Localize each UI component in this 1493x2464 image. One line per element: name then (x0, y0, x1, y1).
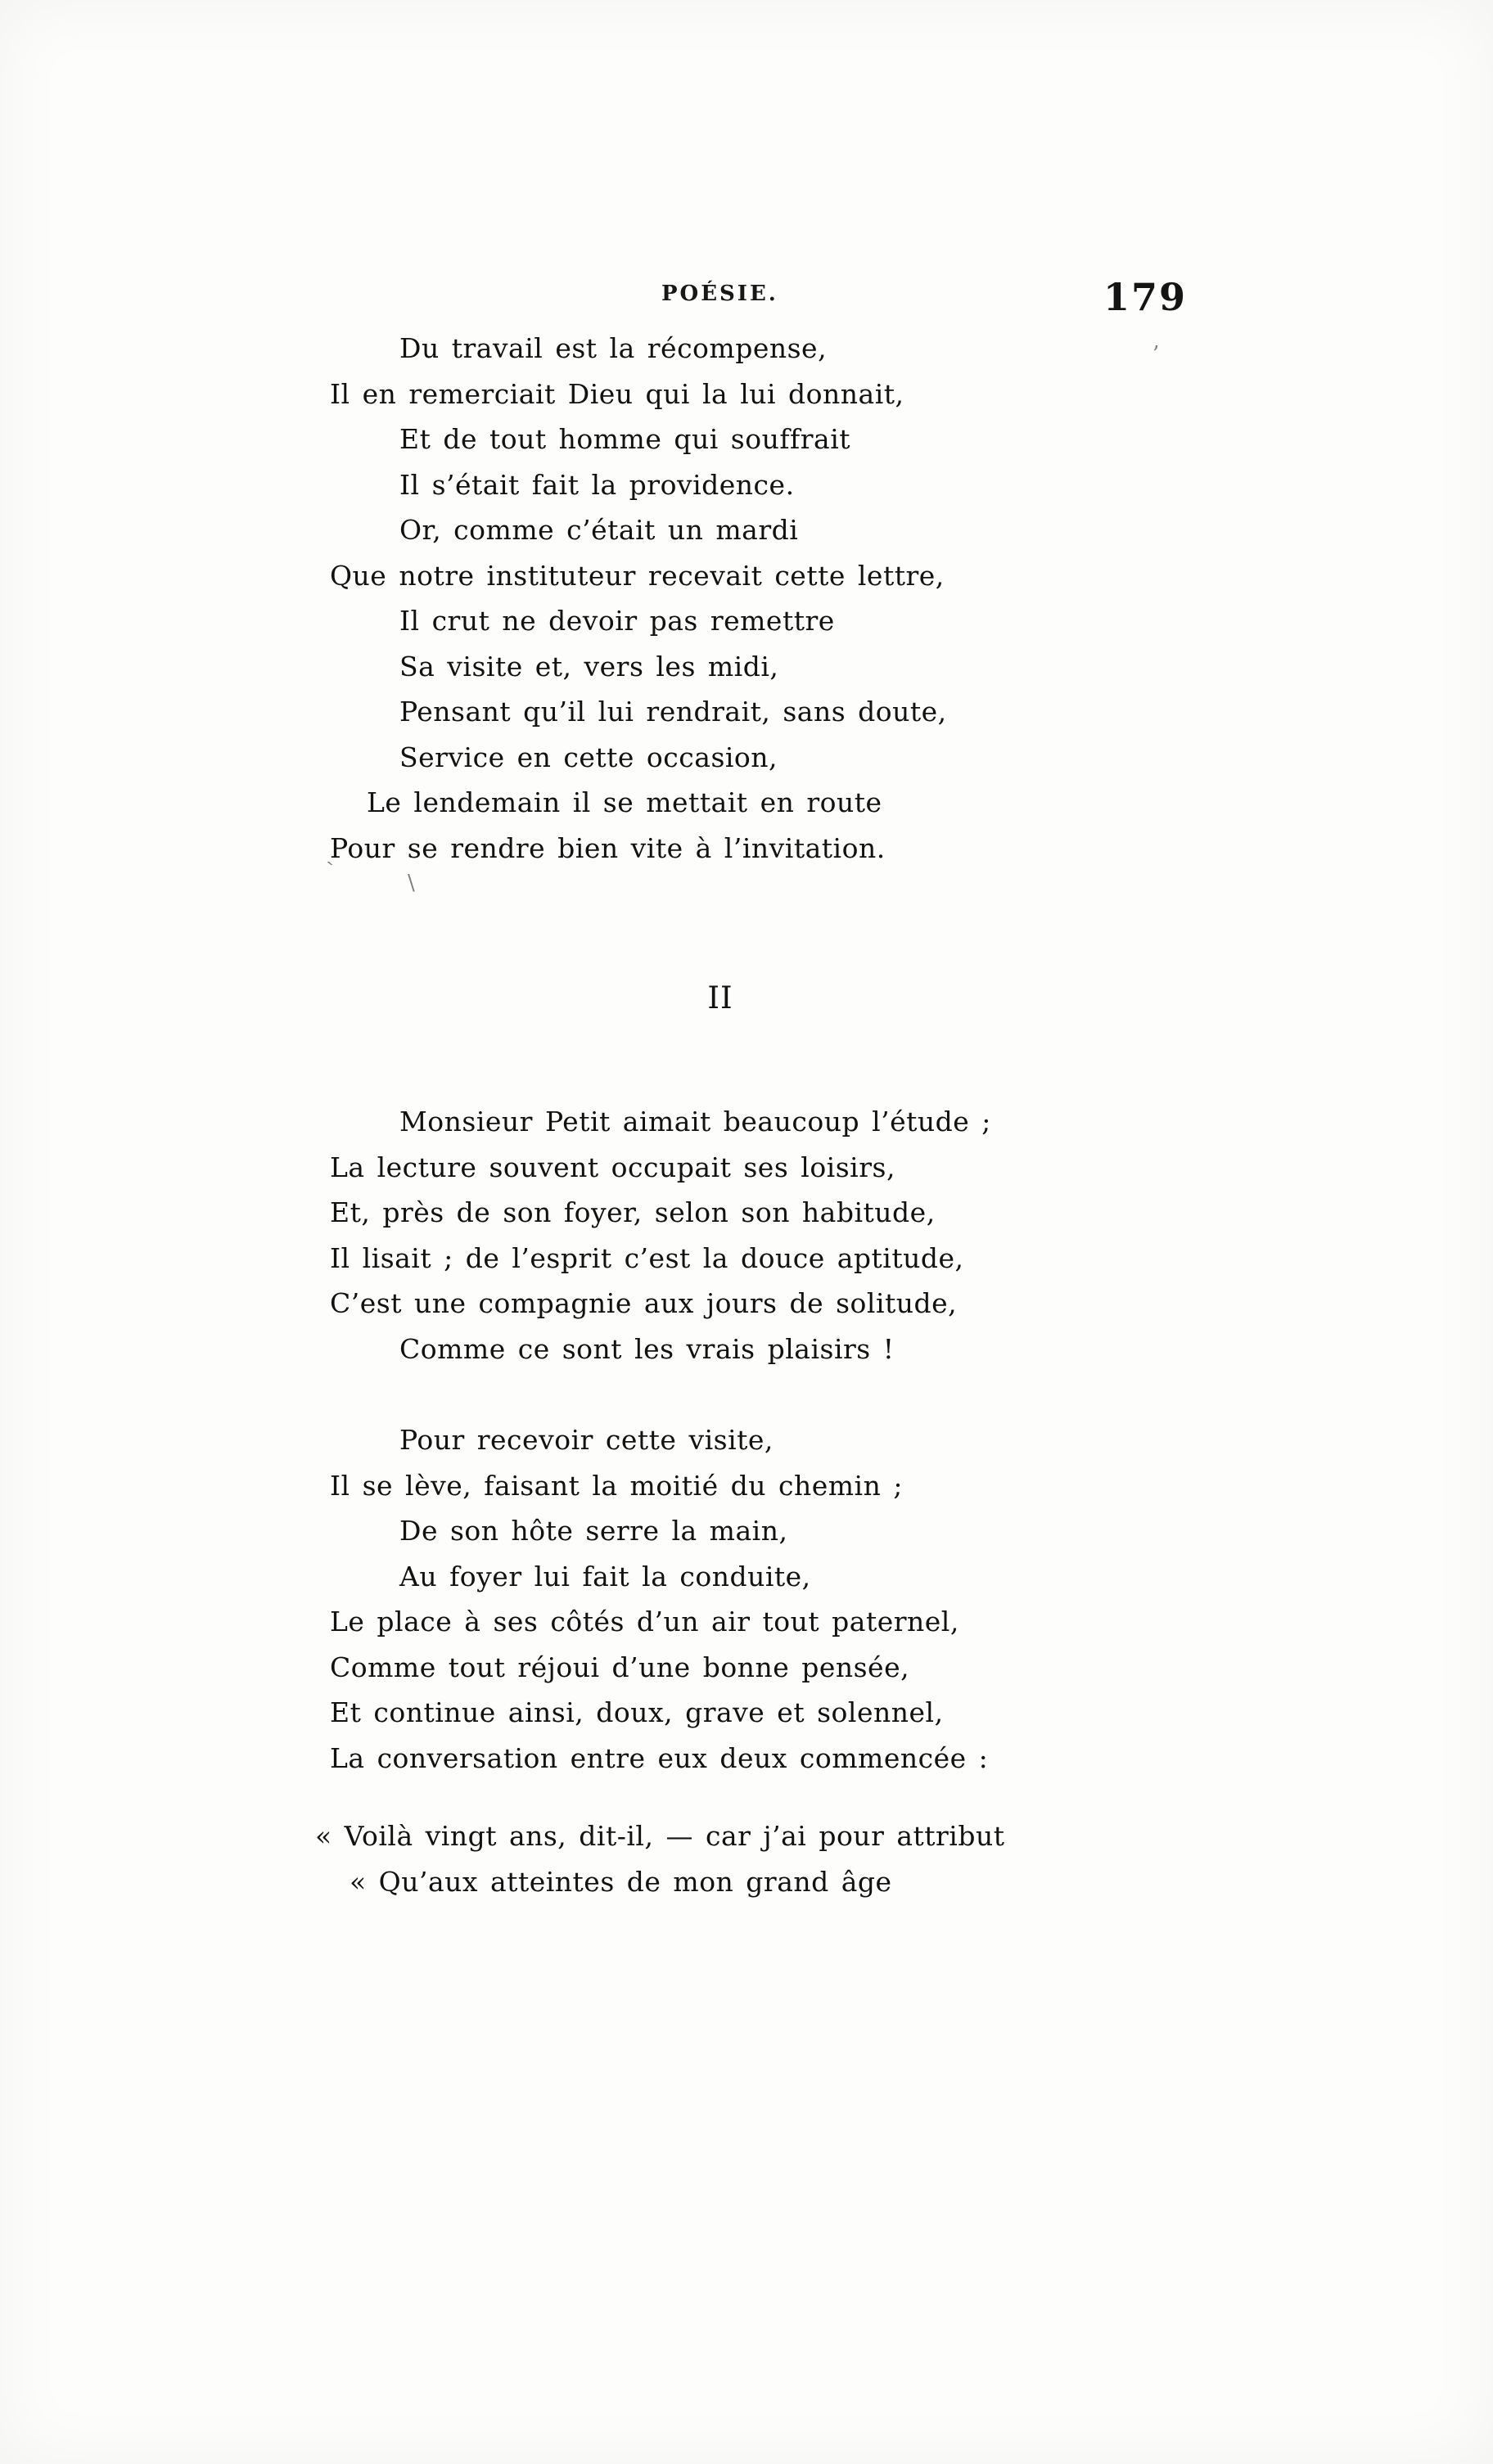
poem-line: Il se lève, faisant la moitié du chemin ; (330, 1469, 903, 1502)
poem-line: « Qu’aux atteintes de mon grand âge (350, 1865, 892, 1898)
poem-line: Il en remerciait Dieu qui la lui donnait, (330, 377, 904, 410)
poem-line: Le lendemain il se mettait en route (367, 786, 882, 818)
ink-speck: \ (408, 871, 415, 895)
poem-line: Et de tout homme qui souffrait (399, 423, 851, 455)
poem-line: Le place à ses côtés d’un air tout paternel, (330, 1606, 959, 1637)
poem-line: La conversation entre eux deux commencée : (330, 1741, 989, 1774)
poem-line: Or, comme c’était un mardi (399, 514, 799, 546)
ink-speck: ` (325, 858, 341, 885)
section-heading: II (707, 980, 733, 1016)
poem-line: Il s’était fait la providence. (399, 468, 795, 501)
poem-line: Pour se rendre bien vite à l’invitation. (330, 831, 886, 864)
poem-line: Et, près de son foyer, selon son habitude, (330, 1196, 936, 1228)
poem-line: Pour recevoir cette visite, (399, 1424, 774, 1456)
poem-line: Comme ce sont les vrais plaisirs ! (399, 1332, 895, 1365)
stanza-1 (0, 326, 1493, 871)
poem-line: Monsieur Petit aimait beaucoup l’étude ; (399, 1106, 991, 1137)
poem-line: De son hôte serre la main, (399, 1515, 788, 1547)
poem-line: Au foyer lui fait la conduite, (399, 1560, 811, 1592)
poem-line: Que notre instituteur recevait cette lettre, (330, 559, 945, 592)
poem-line: « Voilà vingt ans, dit-il, — car j’ai pour attribut (315, 1820, 1005, 1852)
poem-line: Pensant qu’il lui rendrait, sans doute, (399, 696, 947, 727)
poem-line: Il crut ne devoir pas remettre (399, 605, 835, 637)
poem (0, 326, 1493, 1904)
poem-line: Et continue ainsi, doux, grave et solennel, (330, 1696, 944, 1728)
poem-line: Comme tout réjoui d’une bonne pensée, (330, 1651, 910, 1683)
poem-line: Service en cette occasion, (399, 741, 778, 773)
poem-line: Sa visite et, vers les midi, (399, 650, 779, 682)
poem-line: La lecture souvent occupait ses loisirs, (330, 1151, 895, 1183)
poem-line: C’est une compagnie aux jours de solitude, (330, 1287, 958, 1319)
running-header: POÉSIE. (661, 282, 778, 306)
page-number: 179 (1103, 275, 1188, 319)
stanza-2 (0, 1099, 1493, 1372)
stanza-4 (0, 1813, 1493, 1904)
ink-speck: ’ (1152, 342, 1160, 367)
stanza-3 (0, 1417, 1493, 1781)
poem-line: Du travail est la récompense, (399, 332, 828, 364)
poem-line: Il lisait ; de l’esprit c’est la douce aptitude, (330, 1241, 964, 1274)
